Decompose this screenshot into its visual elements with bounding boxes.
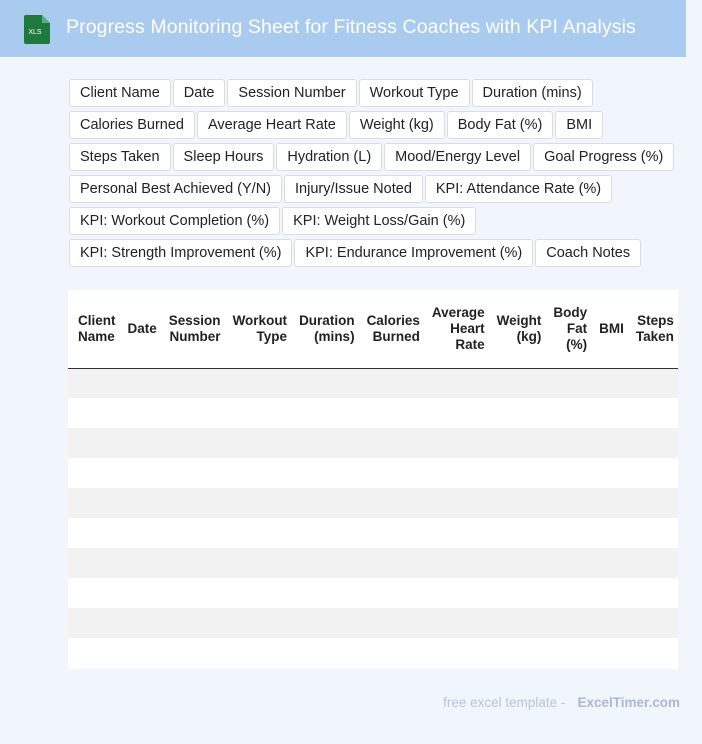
table-cell[interactable]: [426, 548, 491, 578]
column-header: Weight (kg): [491, 290, 548, 368]
table-cell[interactable]: [630, 548, 678, 578]
table-cell[interactable]: [293, 488, 361, 518]
table-cell[interactable]: [547, 458, 593, 488]
field-chip[interactable]: Mood/Energy Level: [384, 143, 531, 171]
table-cell[interactable]: [293, 428, 361, 458]
column-header: Calories Burned: [361, 290, 426, 368]
table-cell[interactable]: [491, 458, 548, 488]
table-cell[interactable]: [293, 578, 361, 608]
excel-icon-label: XLS: [28, 29, 42, 36]
table-cell[interactable]: [491, 608, 548, 638]
table-cell[interactable]: [426, 488, 491, 518]
field-chip[interactable]: Steps Taken: [69, 143, 171, 171]
table-cell[interactable]: [547, 368, 593, 398]
table-cell[interactable]: [361, 458, 426, 488]
table-cell[interactable]: [361, 488, 426, 518]
table-cell[interactable]: [163, 488, 227, 518]
table-cell[interactable]: [122, 398, 163, 428]
column-header: Client Name: [68, 290, 122, 368]
table-cell[interactable]: [547, 638, 593, 668]
page-title: Progress Monitoring Sheet for Fitness Coaches with KPI Analysis: [66, 16, 636, 38]
field-chip[interactable]: Goal Progress (%): [533, 143, 674, 171]
table-row: [68, 638, 678, 668]
field-chip[interactable]: BMI: [555, 111, 603, 139]
table-cell[interactable]: [68, 548, 122, 578]
table-cell[interactable]: [630, 488, 678, 518]
table-cell[interactable]: [491, 398, 548, 428]
column-header: Body Fat (%): [547, 290, 593, 368]
table-cell[interactable]: [293, 398, 361, 428]
field-chip[interactable]: Coach Notes: [535, 239, 641, 267]
table-cell[interactable]: [426, 458, 491, 488]
table-cell[interactable]: [163, 578, 227, 608]
table-cell[interactable]: [630, 578, 678, 608]
table-cell[interactable]: [630, 368, 678, 398]
table-cell[interactable]: [293, 638, 361, 668]
field-chip[interactable]: Session Number: [227, 79, 356, 107]
table-cell[interactable]: [630, 398, 678, 428]
table-cell[interactable]: [227, 458, 294, 488]
table-cell[interactable]: [547, 428, 593, 458]
field-chip[interactable]: Date: [173, 79, 226, 107]
table-cell[interactable]: [547, 518, 593, 548]
table-cell[interactable]: [227, 368, 294, 398]
table-cell[interactable]: [426, 428, 491, 458]
table-cell[interactable]: [68, 518, 122, 548]
table-cell[interactable]: [630, 458, 678, 488]
table-header-row: [68, 290, 678, 368]
table-cell[interactable]: [227, 578, 294, 608]
field-chip[interactable]: Duration (mins): [472, 79, 593, 107]
field-chip[interactable]: Body Fat (%): [447, 111, 554, 139]
table-cell[interactable]: [68, 638, 122, 668]
footer: [443, 695, 680, 710]
table-cell[interactable]: [227, 548, 294, 578]
table-cell[interactable]: [361, 368, 426, 398]
table-cell[interactable]: [593, 428, 630, 458]
field-chip[interactable]: KPI: Endurance Improvement (%): [294, 239, 533, 267]
table-cell[interactable]: [426, 638, 491, 668]
header-bar: [0, 0, 686, 57]
table-cell[interactable]: [227, 638, 294, 668]
table-cell[interactable]: [68, 398, 122, 428]
table-cell[interactable]: [491, 578, 548, 608]
table-cell[interactable]: [68, 578, 122, 608]
column-header: Steps Taken: [630, 290, 678, 368]
field-chip[interactable]: Average Heart Rate: [197, 111, 347, 139]
table-cell[interactable]: [491, 488, 548, 518]
table-cell[interactable]: [293, 518, 361, 548]
table-cell[interactable]: [227, 428, 294, 458]
table-cell[interactable]: [227, 488, 294, 518]
field-chip[interactable]: Weight (kg): [349, 111, 445, 139]
table-cell[interactable]: [163, 548, 227, 578]
table-cell[interactable]: [68, 488, 122, 518]
table-cell[interactable]: [426, 608, 491, 638]
table-cell[interactable]: [426, 368, 491, 398]
table-cell[interactable]: [293, 548, 361, 578]
table-cell[interactable]: [163, 518, 227, 548]
field-chip[interactable]: Calories Burned: [69, 111, 195, 139]
table-row: [68, 428, 678, 458]
field-chip[interactable]: KPI: Weight Loss/Gain (%): [282, 207, 476, 235]
table-cell[interactable]: [491, 518, 548, 548]
footer-text: free excel template -: [443, 695, 566, 710]
table-cell[interactable]: [122, 518, 163, 548]
table-row: [68, 458, 678, 488]
field-chip[interactable]: Sleep Hours: [173, 143, 275, 171]
table-cell[interactable]: [293, 368, 361, 398]
table-row: [68, 368, 678, 398]
table-cell[interactable]: [361, 518, 426, 548]
table-cell[interactable]: [426, 578, 491, 608]
table-cell[interactable]: [593, 368, 630, 398]
table-cell[interactable]: [122, 578, 163, 608]
table-cell[interactable]: [547, 548, 593, 578]
table-cell[interactable]: [593, 578, 630, 608]
field-chip[interactable]: Personal Best Achieved (Y/N): [69, 175, 282, 203]
spreadsheet-table: [68, 290, 678, 669]
table-cell[interactable]: [122, 368, 163, 398]
column-header: BMI: [593, 290, 630, 368]
field-chip[interactable]: Hydration (L): [276, 143, 382, 171]
table-cell[interactable]: [361, 608, 426, 638]
footer-brand-link[interactable]: ExcelTimer.com: [577, 695, 680, 710]
table-cell[interactable]: [163, 428, 227, 458]
table-cell[interactable]: [68, 608, 122, 638]
column-header: Date: [122, 290, 163, 368]
table-cell[interactable]: [593, 488, 630, 518]
table-cell[interactable]: [122, 548, 163, 578]
table-cell[interactable]: [593, 608, 630, 638]
table-cell[interactable]: [593, 398, 630, 428]
table-cell[interactable]: [361, 398, 426, 428]
table-row: [68, 578, 678, 608]
table-cell[interactable]: [547, 488, 593, 518]
table-cell[interactable]: [630, 638, 678, 668]
table-cell[interactable]: [122, 458, 163, 488]
table-cell[interactable]: [426, 518, 491, 548]
table-row: [68, 398, 678, 428]
table-row: [68, 608, 678, 638]
field-chip[interactable]: Client Name: [69, 79, 171, 107]
table-cell[interactable]: [593, 638, 630, 668]
excel-file-icon: [22, 15, 50, 44]
table-cell[interactable]: [163, 368, 227, 398]
field-chip[interactable]: KPI: Workout Completion (%): [69, 207, 280, 235]
table-row: [68, 548, 678, 578]
table-cell[interactable]: [426, 398, 491, 428]
table-row: [68, 488, 678, 518]
column-header: Workout Type: [227, 290, 294, 368]
table-cell[interactable]: [547, 608, 593, 638]
table-cell[interactable]: [227, 518, 294, 548]
table-cell[interactable]: [630, 518, 678, 548]
field-chip[interactable]: KPI: Attendance Rate (%): [425, 175, 612, 203]
table-cell[interactable]: [163, 608, 227, 638]
table-cell[interactable]: [547, 578, 593, 608]
table-cell[interactable]: [491, 638, 548, 668]
field-chip-list: [69, 79, 689, 267]
table-cell[interactable]: [361, 548, 426, 578]
table-cell[interactable]: [122, 488, 163, 518]
table-cell[interactable]: [593, 518, 630, 548]
table-cell[interactable]: [68, 368, 122, 398]
table-cell[interactable]: [122, 608, 163, 638]
table-cell[interactable]: [68, 458, 122, 488]
table-cell[interactable]: [68, 428, 122, 458]
table-cell[interactable]: [163, 458, 227, 488]
table-cell[interactable]: [293, 608, 361, 638]
table-cell[interactable]: [293, 458, 361, 488]
table-cell[interactable]: [547, 398, 593, 428]
table-cell[interactable]: [491, 548, 548, 578]
field-chip[interactable]: Injury/Issue Noted: [284, 175, 423, 203]
table-cell[interactable]: [593, 548, 630, 578]
column-header: Session Number: [163, 290, 227, 368]
table-cell[interactable]: [122, 428, 163, 458]
table-cell[interactable]: [593, 458, 630, 488]
table-cell[interactable]: [630, 428, 678, 458]
table-cell[interactable]: [361, 638, 426, 668]
table-cell[interactable]: [122, 638, 163, 668]
table-cell[interactable]: [227, 398, 294, 428]
table-cell[interactable]: [163, 638, 227, 668]
table-cell[interactable]: [491, 428, 548, 458]
column-header: Duration (mins): [293, 290, 361, 368]
field-chip[interactable]: KPI: Strength Improvement (%): [69, 239, 292, 267]
table-cell[interactable]: [630, 608, 678, 638]
table-cell[interactable]: [163, 398, 227, 428]
table-row: [68, 518, 678, 548]
column-header: Average Heart Rate: [426, 290, 491, 368]
table-cell[interactable]: [361, 428, 426, 458]
field-chip[interactable]: Workout Type: [359, 79, 470, 107]
table-cell[interactable]: [227, 608, 294, 638]
table-cell[interactable]: [491, 368, 548, 398]
table-cell[interactable]: [361, 578, 426, 608]
